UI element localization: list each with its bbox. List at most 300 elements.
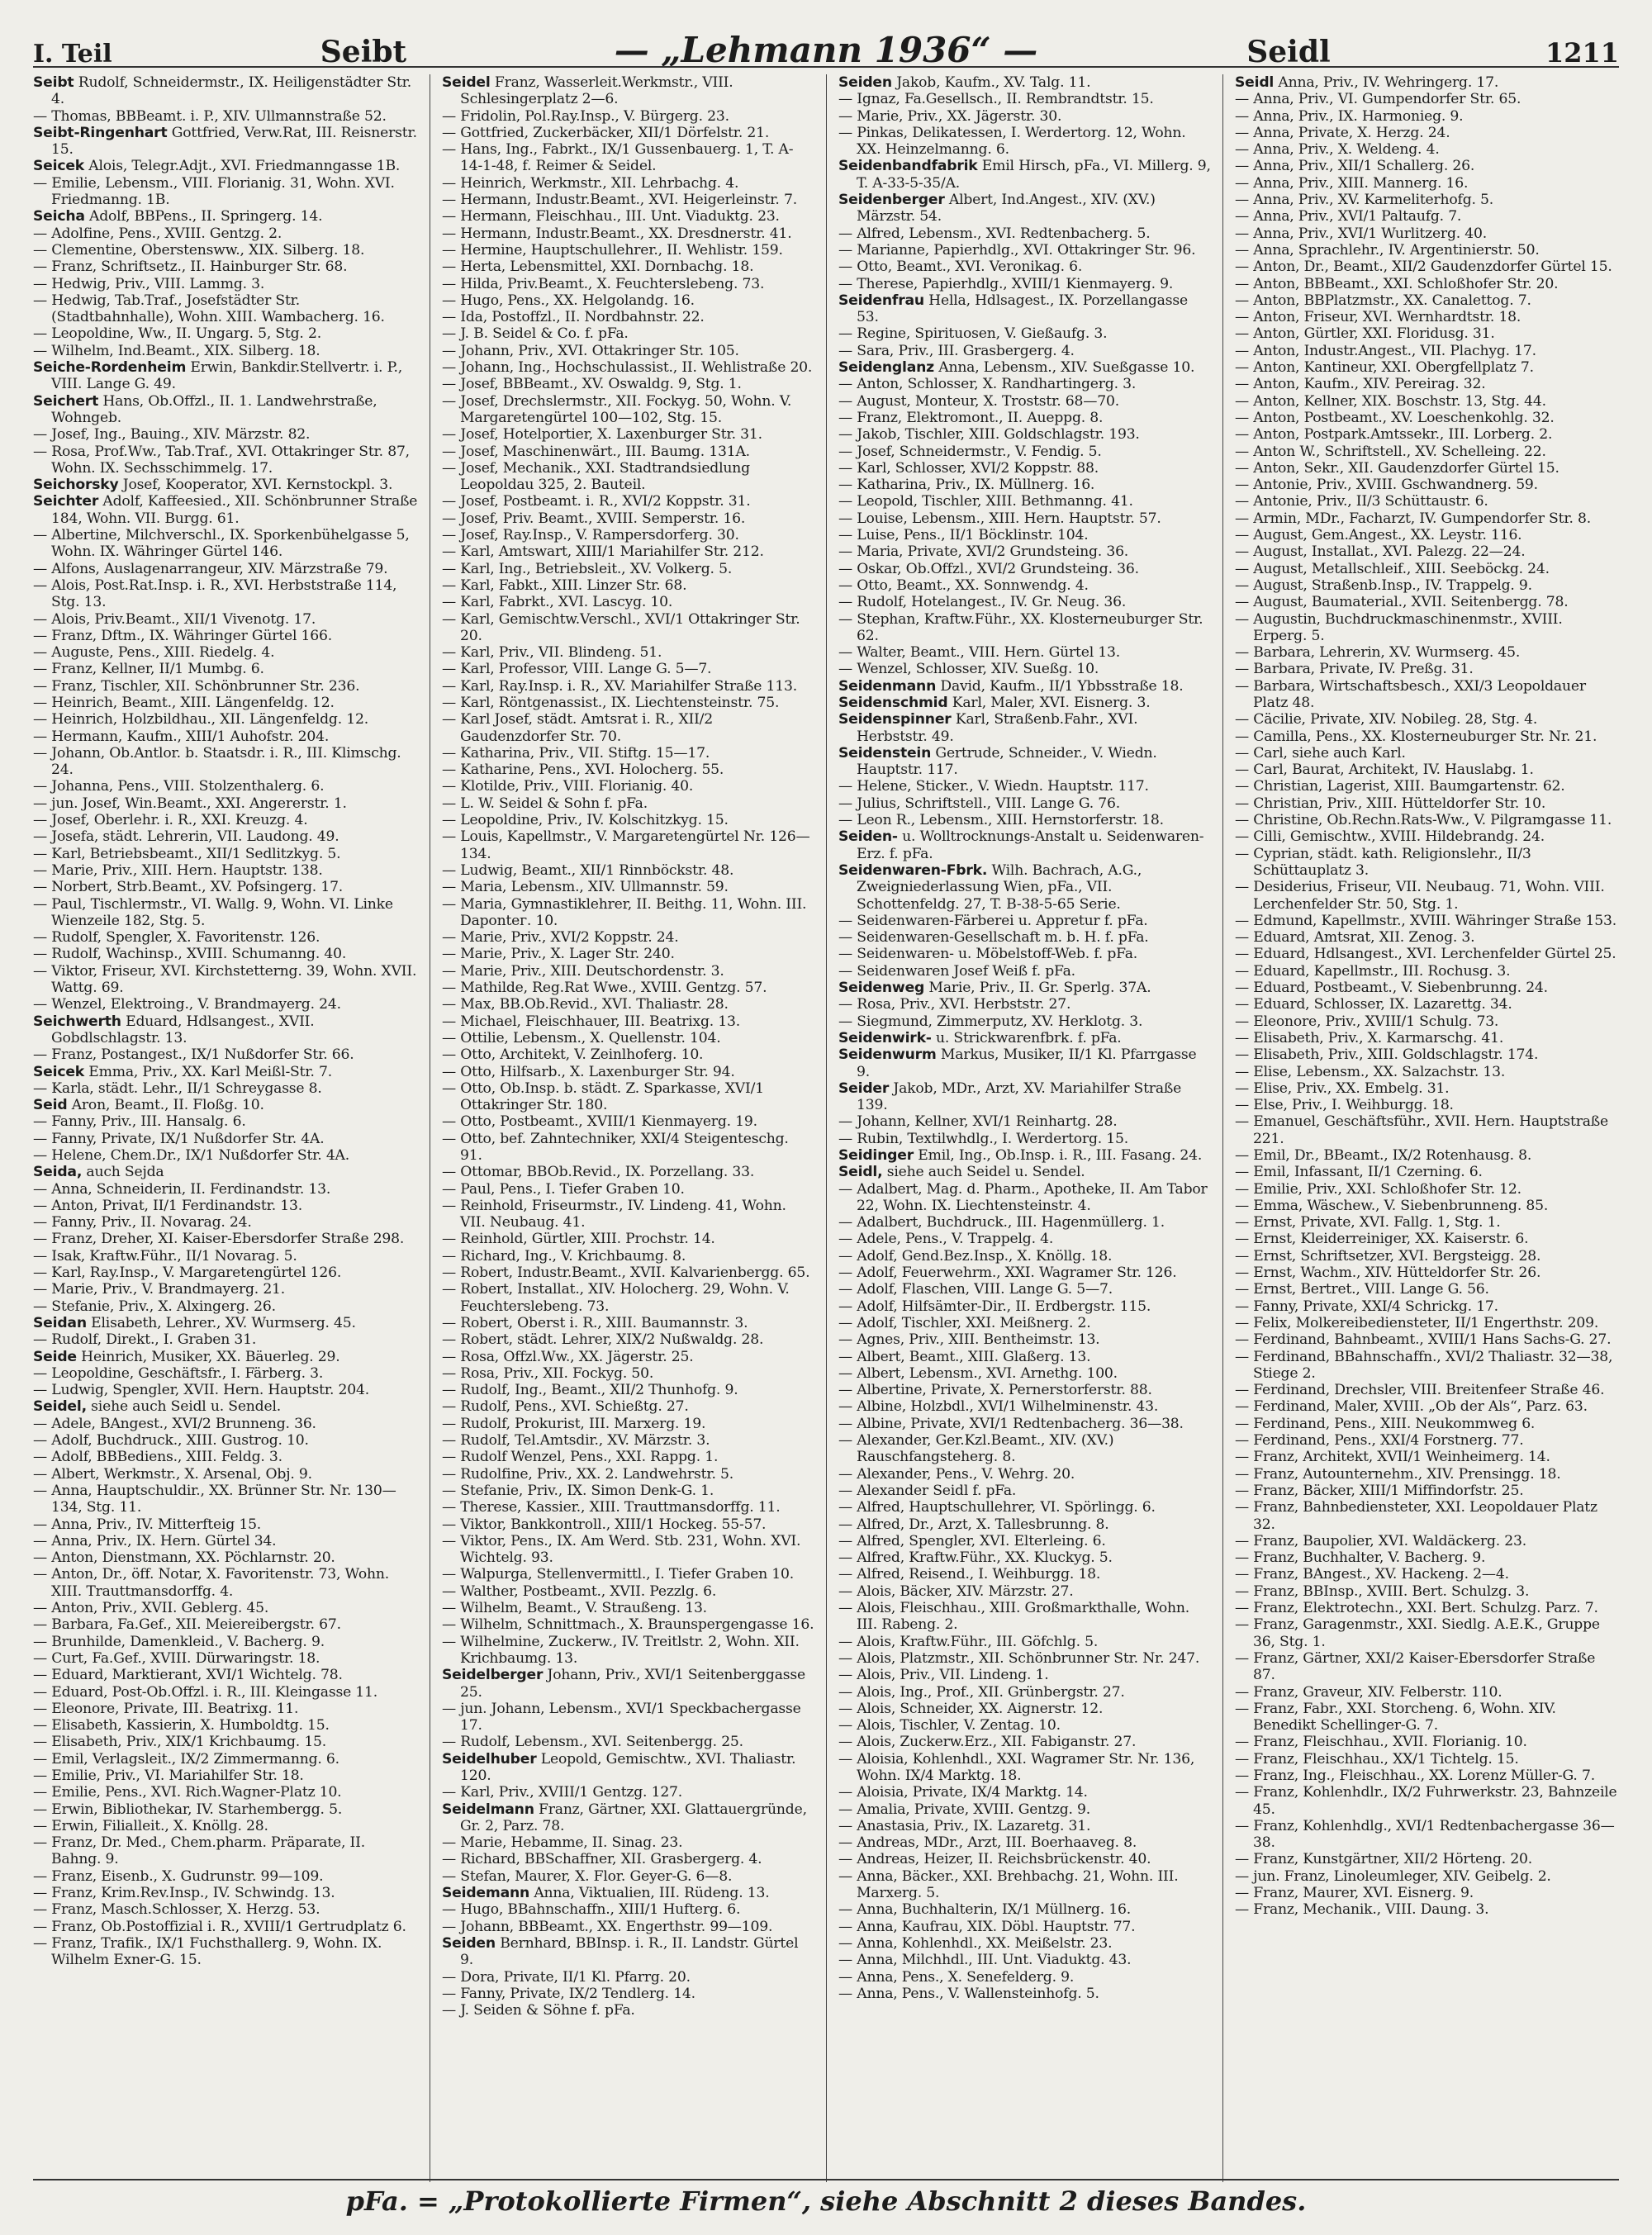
directory-entry: — Adolf, Gend.Bez.Insp., X. Knöllg. 18. <box>838 1247 1113 1265</box>
directory-entry: — Anna, Priv., XVI/1 Paltaufg. 7. <box>1235 208 1462 225</box>
directory-entry: — Andreas, Heizer, II. Reichsbrückenstr. 40. <box>838 1851 1151 1868</box>
directory-entry: — Franz, Schriftsetz., II. Hainburger Str. 68. <box>33 259 348 276</box>
directory-entry: — Cilli, Gemischtw., XVIII. Hildebrandg. 24. <box>1235 828 1545 846</box>
directory-entry: — Leopoldine, Geschäftsfr., I. Färberg. 3. <box>33 1364 324 1382</box>
directory-entry: — Emilie, Priv., XXI. Schloßhofer Str. 12. <box>1235 1180 1521 1198</box>
directory-entry: — Alois, Platzmstr., XII. Schönbrunner Str. Nr. 247. <box>838 1649 1200 1667</box>
directory-entry: — Alexander, Pens., V. Wehrg. 20. <box>838 1465 1075 1483</box>
directory-entry: — Anna, Priv., XVI/1 Wurlitzerg. 40. <box>1235 225 1488 242</box>
directory-entry: — Therese, Kassier., XIII. Trauttmansdorffg. 11. <box>442 1499 781 1516</box>
directory-entry: — Anna, Schneiderin, II. Ferdinandstr. 13. <box>33 1180 331 1198</box>
directory-entry: — Anna, Bäcker., XXI. Brehbachg. 21, Wohn. III. Marxerg. 5. <box>838 1867 1179 1902</box>
directory-entry: — Marie, Priv., XX. Jägerstr. 30. <box>838 107 1062 125</box>
directory-entry: — Walpurga, Stellenvermittl., I. Tiefer Graben 10. <box>442 1566 795 1583</box>
directory-entry: — Emilie, Pens., XVI. Rich.Wagner-Platz 10. <box>33 1784 342 1801</box>
directory-entry: — Adolf, BBBediens., XIII. Feldg. 3. <box>33 1449 282 1466</box>
directory-entry: — Ferdinand, BBahnschaffn., XVI/2 Thaliastr. 32—38, Stiege 2. <box>1235 1348 1613 1382</box>
directory-entry: — Clementine, Oberstensww., XIX. Silberg. 18. <box>33 241 365 259</box>
directory-entry: — Franz, Maurer, XVI. Eisnerg. 9. <box>1235 1885 1474 1902</box>
directory-entry: — Adolfine, Pens., XVIII. Gentzg. 2. <box>33 225 282 242</box>
directory-entry: — Regine, Spirituosen, V. Gießaufg. 3. <box>838 325 1108 343</box>
directory-entry: — Franz, Kellner, II/1 Mumbg. 6. <box>33 661 264 678</box>
directory-entry: — Dora, Private, II/1 Kl. Pfarrg. 20. <box>442 1968 691 1986</box>
directory-entry: — Robert, Installat., XIV. Holocherg. 29, Wohn. V. Feuchterslebeng. 73. <box>442 1281 790 1315</box>
directory-entry: — Alois, Post.Rat.Insp. i. R., XVI. Herbststraße 114, Stg. 13. <box>33 577 397 611</box>
directory-entry: — Elisabeth, Priv., X. Karmarschg. 41. <box>1235 1029 1504 1046</box>
directory-entry: Seidelhuber Leopold, Gemischtw., XVI. Thaliastr. 120. <box>442 1750 796 1784</box>
directory-entry: — Hedwig, Priv., VIII. Lammg. 3. <box>33 275 265 292</box>
directory-entry: — Anna, Pens., V. Wallensteinhofg. 5. <box>838 1985 1099 2002</box>
directory-entry: Seidan Elisabeth, Lehrer., XV. Wurmserg. 45. <box>33 1314 356 1331</box>
directory-entry: — Alfons, Auslagenarrangeur, XIV. Märzstraße 79. <box>33 560 388 577</box>
directory-entry: — Katharina, Priv., VII. Stiftg. 15—17. <box>442 744 710 762</box>
directory-entry: — August, Installat., XVI. Palezg. 22—24. <box>1235 543 1526 561</box>
directory-entry: — Seidenwaren-Gesellschaft m. b. H. f. pFa. <box>838 929 1149 947</box>
directory-entry: — Anton, Postbeamt., XV. Loeschenkohlg. 32. <box>1235 409 1555 426</box>
directory-entry: — Curt, Fa.Gef., XVIII. Dürwaringstr. 18. <box>33 1649 320 1667</box>
directory-entry: Seicek Emma, Priv., XX. Karl Meißl-Str. 7. <box>33 1063 332 1080</box>
directory-entry: — Elisabeth, Priv., XIX/1 Krichbaumg. 15. <box>33 1734 327 1751</box>
directory-entry: — J. Seiden & Söhne f. pFa. <box>442 2002 635 2019</box>
directory-entry: — Eduard, Postbeamt., V. Siebenbrunng. 24. <box>1235 980 1548 997</box>
directory-entry: — Fanny, Priv., II. Novarag. 24. <box>33 1214 252 1231</box>
directory-entry: — Franz, Postangest., IX/1 Nußdorfer Str. 66. <box>33 1046 354 1064</box>
directory-entry: — Rudolf, Pens., XVI. Schießtg. 27. <box>442 1398 689 1416</box>
directory-entry: — Otto, Architekt, V. Zeinlhoferg. 10. <box>442 1046 704 1064</box>
directory-entry: — Alexander, Ger.Kzl.Beamt., XIV. (XV.) Rauschfangsteherg. 8. <box>838 1432 1114 1466</box>
directory-entry: — Otto, Ob.Insp. b. städt. Z. Sparkasse, XVI/1 Ottakringer Str. 180. <box>442 1080 764 1114</box>
directory-entry: — Albert, Beamt., XIII. Glaßerg. 13. <box>838 1348 1091 1365</box>
directory-entry: — Eduard, Amtsrat, XII. Zenog. 3. <box>1235 929 1475 947</box>
directory-entry: — Albert, Werkmstr., X. Arsenal, Obj. 9. <box>33 1465 312 1483</box>
directory-entry: — Rudolf, Prokurist, III. Marxerg. 19. <box>442 1415 706 1432</box>
directory-entry: — Emil, Infassant, II/1 Czerning. 6. <box>1235 1164 1483 1181</box>
directory-entry: — Stephan, Kraftw.Führ., XX. Klosterneuburger Str. 62. <box>838 610 1203 644</box>
directory-entry: — Anton, Kaufm., XIV. Pereirag. 32. <box>1235 376 1486 393</box>
directory-entry: Seiche-Rordenheim Erwin, Bankdir.Stellvertr. i. P., VIII. Lange G. 49. <box>33 359 402 393</box>
directory-entry: — Marie, Priv., XIII. Deutschordenstr. 3. <box>442 962 724 980</box>
directory-entry: Seidinger Emil, Ing., Ob.Insp. i. R., III. Fasang. 24. <box>838 1147 1203 1164</box>
directory-entry: — Franz, Kunstgärtner, XII/2 Hörteng. 20. <box>1235 1851 1533 1868</box>
directory-entry: — Seidenwaren-Färberei u. Appretur f. pFa. <box>838 912 1148 929</box>
directory-entry: — Herta, Lebensmittel, XXI. Dornbachg. 18. <box>442 259 754 276</box>
directory-entry: — Leopoldine, Priv., IV. Kolschitzkyg. 15. <box>442 812 729 829</box>
directory-entry: — Elise, Lebensm., XX. Salzachstr. 13. <box>1235 1063 1506 1080</box>
directory-entry: — Christian, Priv., XIII. Hütteldorfer Str. 10. <box>1235 795 1546 812</box>
directory-entry: — Karla, städt. Lehr., II/1 Schreygasse 8. <box>33 1080 322 1097</box>
directory-entry: — Josef, Priv. Beamt., XVIII. Semperstr. 16. <box>442 510 746 527</box>
directory-entry: — Karl, Ray.Insp. i. R., XV. Mariahilfer Straße 113. <box>442 677 797 695</box>
directory-entry: — Robert, städt. Lehrer, XIX/2 Nußwaldg. 28. <box>442 1331 764 1349</box>
directory-entry: — Ernst, Private, XVI. Fallg. 1, Stg. 1. <box>1235 1214 1501 1231</box>
directory-entry: — Ernst, Wachm., XIV. Hütteldorfer Str. 26. <box>1235 1265 1541 1282</box>
directory-entry: — Rudolf, Spengler, X. Favoritenstr. 126. <box>33 929 320 947</box>
directory-entry: — Alois, Priv., VII. Lindeng. 1. <box>838 1667 1049 1684</box>
column-3 <box>826 74 1222 2182</box>
directory-entry: — Josef, Drechslermstr., XII. Fockyg. 50, Wohn. V. Margaretengürtel 100—102, Stg. 15. <box>442 392 792 426</box>
directory-entry: Seidl, siehe auch Seidel u. Sendel. <box>838 1164 1085 1181</box>
directory-entry: — Stefanie, Priv., X. Alxingerg. 26. <box>33 1298 276 1315</box>
directory-entry: — Rosa, Priv., XVI. Herbststr. 27. <box>838 996 1071 1013</box>
directory-entry: — Edmund, Kapellmstr., XVIII. Währinger Straße 153. <box>1235 912 1616 929</box>
directory-entry: — Helene, Sticker., V. Wiedn. Hauptstr. 117. <box>838 778 1149 795</box>
directory-entry: — Karl, Röntgenassist., IX. Liechtensteinstr. 75. <box>442 694 780 711</box>
directory-entry: — Rudolf, Hotelangest., IV. Gr. Neug. 36. <box>838 594 1127 611</box>
directory-entry: — Karl Josef, städt. Amtsrat i. R., XII/2 Gaudenzdorfer Str. 70. <box>442 711 713 745</box>
directory-entry: — Adolf, Tischler, XXI. Meißnerg. 2. <box>838 1314 1091 1331</box>
footer-note: pFa. = „Protokollierte Firmen“, siehe Abschnitt 2 dieses Bandes. <box>33 2179 1619 2217</box>
directory-entry: — Karl, Betriebsbeamt., XII/1 Sedlitzkyg. 5. <box>33 845 341 862</box>
directory-entry: — Alois, Ing., Prof., XII. Grünbergstr. 27. <box>838 1683 1125 1701</box>
directory-entry: — Anna, Priv., XV. Karmeliterhofg. 5. <box>1235 192 1494 209</box>
directory-entry: — Anastasia, Priv., IX. Lazaretg. 31. <box>838 1817 1091 1834</box>
directory-entry: — Cyprian, städt. kath. Religionslehr., II/3 Schüttauplatz 3. <box>1235 845 1531 879</box>
directory-entry: — Anna, Sprachlehr., IV. Argentinierstr. 50. <box>1235 241 1540 259</box>
directory-entry: — Gottfried, Zuckerbäcker, XII/1 Dörfelstr. 21. <box>442 124 770 141</box>
directory-entry: — Barbara, Wirtschaftsbesch., XXI/3 Leopoldauer Platz 48. <box>1235 677 1586 711</box>
directory-entry: — Franz, BBInsp., XVIII. Bert. Schulzg. 3. <box>1235 1583 1530 1600</box>
directory-entry: — Anton, Postpark.Amtssekr., III. Lorberg. 2. <box>1235 426 1553 444</box>
directory-entry: — Franz, Architekt, XVII/1 Weinheimerg. 14. <box>1235 1449 1550 1466</box>
directory-entry: Seidenmann David, Kaufm., II/1 Ybbsstraße 18. <box>838 677 1184 695</box>
directory-entry: Seiden Jakob, Kaufm., XV. Talg. 11. <box>838 74 1091 91</box>
directory-entry: — Emilie, Lebensm., VIII. Florianig. 31, Wohn. XVI. Friedmanng. 1B. <box>33 174 395 209</box>
directory-entry: — Anton, Dienstmann, XX. Pöchlarnstr. 20. <box>33 1549 335 1567</box>
directory-entry: — Anna, Pens., X. Senefelderg. 9. <box>838 1968 1075 1986</box>
directory-entry: — Franz, Ob.Postoffizial i. R., XVIII/1 Gertrudplatz 6. <box>33 1918 406 1935</box>
directory-entry: Seidl Anna, Priv., IV. Wehringerg. 17. <box>1235 74 1499 91</box>
directory-entry: — Anton, Industr.Angest., VII. Plachyg. 17. <box>1235 342 1536 359</box>
directory-entry: — Ottilie, Lebensm., X. Quellenstr. 104. <box>442 1029 721 1046</box>
directory-entry: — Thomas, BBBeamt. i. P., XIV. Ullmannstraße 52. <box>33 107 387 125</box>
directory-entry: — Aloisia, Kohlenhdl., XXI. Wagramer Str. Nr. 136, Wohn. IX/4 Marktg. 18. <box>838 1750 1195 1784</box>
directory-entry: — Franz, Trafik., IX/1 Fuchsthallerg. 9, Wohn. IX. Wilhelm Exner-G. 15. <box>33 1934 382 1969</box>
directory-entry: — Anton, Kantineur, XXI. Obergfellplatz 7. <box>1235 359 1534 377</box>
directory-entry: — Rudolfine, Priv., XX. 2. Landwehrstr. 5. <box>442 1465 734 1483</box>
directory-entry: — Carl, Baurat, Architekt, IV. Hauslabg. 1. <box>1235 762 1534 779</box>
directory-entry: — Franz, Krim.Rev.Insp., IV. Schwindg. 13. <box>33 1885 335 1902</box>
directory-entry: — Katharina, Priv., IX. Müllnerg. 16. <box>838 477 1095 494</box>
directory-entry: — Brunhilde, Damenkleid., V. Bacherg. 9. <box>33 1633 325 1650</box>
directory-entry: — Stefan, Maurer, X. Flor. Geyer-G. 6—8. <box>442 1867 733 1885</box>
directory-entry: — Ludwig, Spengler, XVII. Hern. Hauptstr. 204. <box>33 1382 370 1399</box>
directory-entry: — Maria, Gymnastiklehrer, II. Beithg. 11, Wohn. III. Dapontег. 10. <box>442 895 807 929</box>
directory-entry: — Josef, BBBeamt., XV. Oswaldg. 9, Stg. 1. <box>442 376 742 393</box>
directory-entry: — Viktor, Bankkontroll., XIII/1 Hockeg. 55-57. <box>442 1516 767 1533</box>
directory-entry: — Karl, Priv., VII. Blindeng. 51. <box>442 644 662 662</box>
directory-entry: — Johann, Ing., Hochschulassist., II. Wehlistraße 20. <box>442 359 813 377</box>
directory-entry: — L. W. Seidel & Sohn f. pFa. <box>442 795 648 812</box>
directory-entry: — Leon R., Lebensm., XIII. Hernstorferstr. 18. <box>838 812 1164 829</box>
directory-entry: — Seidenwaren Josef Weiß f. pFa. <box>838 962 1075 980</box>
directory-entry: — Viktor, Friseur, XVI. Kirchstetterng. 39, Wohn. XVII. Wattg. 69. <box>33 962 417 997</box>
directory-entry: — Eduard, Schlosser, IX. Lazarettg. 34. <box>1235 996 1512 1013</box>
directory-entry: Seidenspinner Karl, Straßenb.Fahr., XVI. Herbststr. 49. <box>838 711 1138 745</box>
directory-entry: — Emil, Verlagsleit., IX/2 Zimmermanng. 6. <box>33 1750 339 1768</box>
directory-entry: — Marie, Hebamme, II. Sinag. 23. <box>442 1834 683 1852</box>
directory-entry: — Eduard, Post-Ob.Offzl. i. R., III. Kleingasse 11. <box>33 1683 378 1701</box>
directory-entry: — Paul, Tischlermstr., VI. Wallg. 9, Wohn. VI. Linke Wienzeile 182, Stg. 5. <box>33 895 393 929</box>
directory-entry: — Alfred, Kraftw.Führ., XX. Kluckyg. 5. <box>838 1549 1113 1567</box>
directory-entry: — Josef, Maschinenwärt., III. Baumg. 131A. <box>442 443 750 460</box>
directory-entry: — Josef, Postbeamt. i. R., XVI/2 Koppstr. 31. <box>442 493 751 510</box>
directory-entry: — Alois, Zuckerw.Erz., XII. Fabiganstr. 27. <box>838 1734 1137 1751</box>
directory-entry: — Elisabeth, Priv., XIII. Goldschlagstr. 174. <box>1235 1046 1539 1064</box>
directory-entry: — Karl, Schlosser, XVI/2 Koppstr. 88. <box>838 459 1099 477</box>
directory-entry: — Adalbert, Buchdruck., III. Hagenmüllerg. 1. <box>838 1214 1165 1231</box>
directory-entry: — Anton W., Schriftstell., XV. Schelleing. 22. <box>1235 443 1546 460</box>
directory-entry: — Anna, Priv., IX. Harmonieg. 9. <box>1235 107 1464 125</box>
directory-entry: — Johann, BBBeamt., XX. Engerthstr. 99—109. <box>442 1918 773 1935</box>
directory-entry: — Emma, Wäschew., V. Siebenbrunneng. 85. <box>1235 1197 1549 1214</box>
directory-entry: Seidenglanz Anna, Lebensm., XIV. Sueßgasse 10. <box>838 359 1195 377</box>
part-label: I. Teil <box>33 40 112 69</box>
directory-entry: — August, Baumaterial., XVII. Seitenbergg. 78. <box>1235 594 1569 611</box>
directory-entry: — Ernst, Kleiderreiniger, XX. Kaiserstr. 6. <box>1235 1231 1529 1248</box>
directory-entry: — Hans, Ing., Fabrkt., IX/1 Gussenbauerg. 1, T. A-14-1-48, f. Reimer & Seidel. <box>442 141 794 175</box>
directory-entry: — Anna, Priv., XIII. Mannerg. 16. <box>1235 174 1469 192</box>
directory-entry: — Cäcilie, Private, XIV. Nobileg. 28, Stg. 4. <box>1235 711 1538 728</box>
directory-entry: — Adolf, Feuerwehrm., XXI. Wagramer Str. 126. <box>838 1265 1177 1282</box>
directory-entry: — Hermann, Industr.Beamt., XX. Dresdnerstr. 41. <box>442 225 792 242</box>
directory-entry: — Franz, Gärtner, XXI/2 Kaiser-Ebersdorfer Straße 87. <box>1235 1649 1596 1684</box>
directory-entry: — Maria, Private, XVI/2 Grundsteing. 36. <box>838 543 1129 561</box>
directory-entry: — Alois, Kraftw.Führ., III. Göfchlg. 5. <box>838 1633 1099 1650</box>
directory-entry: Seicek Alois, Telegr.Adjt., XVI. Friedmanngasse 1B. <box>33 158 401 175</box>
directory-entry: — Robert, Oberst i. R., XIII. Baumannstr. 3. <box>442 1314 748 1331</box>
directory-entry: — Camilla, Pens., XX. Klosterneuburger Str. Nr. 21. <box>1235 728 1597 745</box>
directory-entry: — Eduard, Hdlsangest., XVI. Lerchenfelder Gürtel 25. <box>1235 946 1616 963</box>
directory-entry: — Walther, Postbeamt., XVII. Pezzlg. 6. <box>442 1583 717 1600</box>
entry-columns <box>33 74 1619 2182</box>
directory-entry: — Albertine, Milchverschl., IX. Sporkenbühelgasse 5, Wohn. IX. Währinger Gürtel 146. <box>33 527 410 561</box>
directory-entry: — Ernst, Schriftsetzer, XVI. Bergsteigg. 28. <box>1235 1247 1541 1265</box>
directory-entry: — Franz, Fabr., XXI. Storcheng. 6, Wohn. XIV. Benedikt Schellinger-G. 7. <box>1235 1700 1556 1734</box>
directory-entry: — Franz, Dftm., IX. Währinger Gürtel 166. <box>33 627 333 644</box>
directory-entry: — Franz, Dreher, XI. Kaiser-Ebersdorfer Straße 298. <box>33 1231 405 1248</box>
directory-entry: Seichter Adolf, Kaffeesied., XII. Schönbrunner Straße 184, Wohn. VII. Burgg. 61. <box>33 493 418 527</box>
directory-entry: — jun. Johann, Lebensm., XVI/1 Speckbachergasse 17. <box>442 1700 801 1734</box>
directory-entry: — Eleonore, Private, III. Beatrixg. 11. <box>33 1700 299 1717</box>
directory-entry: — Rubin, Textilwhdlg., I. Werdertorg. 15. <box>838 1130 1129 1147</box>
directory-entry: — Karl, Amtswart, XIII/1 Mariahilfer Str. 212. <box>442 543 764 561</box>
directory-entry: — Fridolin, Pol.Ray.Insp., V. Bürgerg. 23. <box>442 107 729 125</box>
directory-entry: — Heinrich, Werkmstr., XII. Lehrbachg. 4. <box>442 174 739 192</box>
directory-entry: — Marie, Priv., X. Lager Str. 240. <box>442 946 675 963</box>
directory-entry: — Klotilde, Priv., VIII. Florianig. 40. <box>442 778 694 795</box>
directory-entry: — Josef, Ray.Insp., V. Rampersdorferg. 30. <box>442 527 739 544</box>
directory-entry: — Desiderius, Friseur, VII. Neubaug. 71, Wohn. VIII. Lerchenfelder Str. 50, Stg. 1. <box>1235 879 1605 913</box>
directory-entry: — Ferdinand, Pens., XXI/4 Forstnerg. 77. <box>1235 1432 1524 1450</box>
directory-entry: Seider Jakob, MDr., Arzt, XV. Mariahilfer Straße 139. <box>838 1080 1182 1114</box>
directory-entry: Seibt Rudolf, Schneidermstr., IX. Heiligenstädter Str. 4. <box>33 74 412 108</box>
directory-entry: — Robert, Industr.Beamt., XVII. Kalvarienbergg. 65. <box>442 1265 810 1282</box>
directory-entry: — Ernst, Bertret., VIII. Lange G. 56. <box>1235 1281 1489 1298</box>
directory-entry: — Ida, Postoffzl., II. Nordbahnstr. 22. <box>442 309 705 326</box>
directory-entry: — J. B. Seidel & Co. f. pFa. <box>442 325 629 343</box>
directory-entry: — Josef, Ing., Bauing., XIV. Märzstr. 82. <box>33 426 311 444</box>
directory-entry: — Anton, Kellner, XIX. Boschstr. 13, Stg. 44. <box>1235 392 1546 410</box>
directory-entry: — Adalbert, Mag. d. Pharm., Apotheke, II. Am Tabor 22, Wohn. IX. Liechtensteinstr. 4. <box>838 1180 1208 1214</box>
directory-entry: — Christian, Lagerist, XIII. Baumgartenstr. 62. <box>1235 778 1565 795</box>
directory-entry: — Walter, Beamt., VIII. Hern. Gürtel 13. <box>838 644 1121 662</box>
directory-entry: — Wenzel, Schlosser, XIV. Sueßg. 10. <box>838 661 1099 678</box>
directory-entry: — Michael, Fleischhauer, III. Beatrixg. 13. <box>442 1013 741 1030</box>
directory-entry: Seidenschmid Karl, Maler, XVI. Eisnerg. 3. <box>838 694 1151 711</box>
directory-entry: — August, Metallschleif., XIII. Seeböckg. 24. <box>1235 560 1550 577</box>
directory-entry: Seiden- u. Wolltrocknungs-Anstalt u. Seidenwaren-Erz. f. pFa. <box>838 828 1204 862</box>
directory-entry: — Sara, Priv., III. Grasbergerg. 4. <box>838 342 1075 359</box>
page-header <box>33 30 1619 68</box>
directory-entry: — Luise, Pens., II/1 Böcklinstr. 104. <box>838 527 1089 544</box>
directory-entry: — Johann, Priv., XVI. Ottakringer Str. 105. <box>442 342 739 359</box>
directory-entry: — Amalia, Private, XVIII. Gentzg. 9. <box>838 1801 1091 1818</box>
directory-entry: Seichorsky Josef, Kooperator, XVI. Kernstockpl. 3. <box>33 477 393 494</box>
directory-entry: — Josef, Oberlehr. i. R., XXI. Kreuzg. 4. <box>33 812 308 829</box>
directory-entry: — Josef, Hotelportier, X. Laxenburger Str. 31. <box>442 426 762 444</box>
directory-entry: — Elisabeth, Kassierin, X. Humboldtg. 15. <box>33 1717 330 1734</box>
directory-entry: — Louis, Kapellmstr., V. Margaretengürtel Nr. 126—134. <box>442 828 810 862</box>
directory-entry: — Wilhelmine, Zuckerw., IV. Treitlstr. 2, Wohn. XII. Krichbaumg. 13. <box>442 1633 800 1667</box>
directory-entry: — Agnes, Priv., XIII. Bentheimstr. 13. <box>838 1331 1100 1349</box>
directory-entry: — Viktor, Pens., IX. Am Werd. Stb. 231, Wohn. XVI. Wichtelg. 93. <box>442 1532 801 1567</box>
directory-entry: — Josef, Mechanik., XXI. Stadtrandsiedlung Leopoldau 325, 2. Bauteil. <box>442 459 750 494</box>
directory-entry: — Aloisia, Private, IX/4 Marktg. 14. <box>838 1784 1088 1801</box>
directory-entry: — Alexander Seidl f. pFa. <box>838 1482 1017 1499</box>
directory-entry: — Erwin, Filialleit., X. Knöllg. 28. <box>33 1817 268 1834</box>
directory-entry: — Alois, Schneider, XX. Aignerstr. 12. <box>838 1700 1104 1717</box>
directory-entry: — Alfred, Hauptschullehrer, VI. Spörlingg. 6. <box>838 1499 1156 1516</box>
directory-entry: — Marie, Priv., XIII. Hern. Hauptstr. 138. <box>33 861 323 879</box>
directory-entry: — Franz, Kohlenhdlg., XVI/1 Redtenbachergasse 36—38. <box>1235 1817 1615 1852</box>
left-running-head: Seibt <box>320 35 407 69</box>
directory-entry: — Franz, Tischler, XII. Schönbrunner Str. 236. <box>33 677 360 695</box>
directory-entry: — Wilhelm, Beamt., V. Straußeng. 13. <box>442 1600 707 1617</box>
directory-entry: — Oskar, Ob.Offzl., XVI/2 Grundsteing. 36. <box>838 560 1139 577</box>
directory-entry: — Karl, Ray.Insp., V. Margaretengürtel 126. <box>33 1265 342 1282</box>
directory-entry: — Pinkas, Delikatessen, I. Werdertorg. 12, Wohn. XX. Heinzelmanng. 6. <box>838 124 1186 159</box>
directory-entry: Seiden Bernhard, BBInsp. i. R., II. Landstr. Gürtel 9. <box>442 1934 799 1969</box>
directory-entry: — Fanny, Private, IX/2 Tendlerg. 14. <box>442 1985 695 2002</box>
directory-entry: — Rosa, Prof.Ww., Tab.Traf., XVI. Ottakringer Str. 87, Wohn. IX. Sechsschimmelg. 17. <box>33 443 410 477</box>
directory-entry: Seibt-Ringenhart Gottfried, Verw.Rat, III. Reisnerstr. 15. <box>33 124 417 159</box>
directory-entry: — Mathilde, Reg.Rat Wwe., XVIII. Gentzg. 57. <box>442 980 767 997</box>
directory-entry: — Leopoldine, Ww., II. Ungarg. 5, Stg. 2. <box>33 325 321 343</box>
directory-entry: — Rudolf, Direkt., I. Graben 31. <box>33 1331 257 1349</box>
directory-entry: Seidenbandfabrik Emil Hirsch, pFa., VI. Millerg. 9, T. A-33-5-35/A. <box>838 158 1211 192</box>
directory-entry: — Ferdinand, Maler, XVIII. „Ob der Als“, Parz. 63. <box>1235 1398 1588 1416</box>
directory-entry: — Fanny, Priv., III. Hansalg. 6. <box>33 1113 246 1131</box>
directory-entry: Seidelmann Franz, Gärtner, XXI. Glattauergründe, Gr. 2, Parz. 78. <box>442 1801 807 1834</box>
page-number: 1211 <box>1545 37 1619 69</box>
directory-entry: — jun. Franz, Linoleumleger, XIV. Geibelg. 2. <box>1235 1867 1551 1885</box>
directory-entry: Seidenwurm Markus, Musiker, II/1 Kl. Pfarrgasse 9. <box>838 1046 1197 1080</box>
directory-entry: — Stefanie, Priv., IX. Simon Denk-G. 1. <box>442 1482 714 1499</box>
directory-entry: — Auguste, Pens., XIII. Riedelg. 4. <box>33 644 275 662</box>
directory-entry: — Alois, Bäcker, XIV. Märzstr. 27. <box>838 1583 1074 1600</box>
directory-entry: — Barbara, Lehrerin, XV. Wurmserg. 45. <box>1235 644 1521 662</box>
directory-entry: — Julius, Schriftstell., VIII. Lange G. 76. <box>838 795 1121 812</box>
directory-entry: — Otto, Hilfsarb., X. Laxenburger Str. 94. <box>442 1063 735 1080</box>
directory-entry: — Richard, Ing., V. Krichbaumg. 8. <box>442 1247 686 1265</box>
directory-entry: — Leopold, Tischler, XIII. Bethmanng. 41. <box>838 493 1133 510</box>
directory-entry: — August, Monteur, X. Troststr. 68—70. <box>838 392 1119 410</box>
directory-entry: Seidel Franz, Wasserleit.Werkmstr., VIII. Schlesingerplatz 2—6. <box>442 74 733 108</box>
directory-entry: — Albert, Lebensm., XVI. Arnethg. 100. <box>838 1364 1118 1382</box>
directory-entry: — Anna, Priv., IV. Mitterfteig 15. <box>33 1516 262 1533</box>
directory-entry: — Rosa, Offzl.Ww., XX. Jägerstr. 25. <box>442 1348 694 1365</box>
directory-entry: — Anton, Dr., Beamt., XII/2 Gaudenzdorfer Gürtel 15. <box>1235 259 1612 276</box>
directory-entry: — Anton, Friseur, XVI. Wernhardtstr. 18. <box>1235 309 1521 326</box>
directory-entry: Seide Heinrich, Musiker, XX. Bäuerleg. 29. <box>33 1348 340 1365</box>
directory-entry: — Anna, Priv., X. Weldeng. 4. <box>1235 141 1440 159</box>
directory-entry: — Augustin, Buchdruckmaschinenmstr., XVIII. Erperg. 5. <box>1235 610 1563 644</box>
directory-entry: — Anton, Sekr., XII. Gaudenzdorfer Gürtel 15. <box>1235 459 1559 477</box>
directory-entry: — jun. Josef, Win.Beamt., XXI. Angererstr. 1. <box>33 795 347 812</box>
directory-entry: — August, Straßenb.Insp., IV. Trappelg. 9. <box>1235 577 1532 594</box>
directory-entry: Seidenstein Gertrude, Schneider., V. Wiedn. Hauptstr. 117. <box>838 744 1157 779</box>
directory-entry: — Johann, Kellner, XVI/1 Reinhartg. 28. <box>838 1113 1118 1131</box>
directory-entry: — Anton, BBPlatzmstr., XX. Canalettog. 7. <box>1235 292 1531 309</box>
directory-entry: — Anna, Priv., IX. Hern. Gürtel 34. <box>33 1532 277 1549</box>
directory-entry: — Albertine, Private, X. Pernerstorferstr. 88. <box>838 1382 1152 1399</box>
directory-entry: — Ludwig, Beamt., XII/1 Rinnböckstr. 48. <box>442 861 734 879</box>
directory-entry: — Franz, Fleischhau., XVII. Florianig. 10. <box>1235 1734 1527 1751</box>
directory-entry: — Rosa, Priv., XII. Fockyg. 50. <box>442 1364 654 1382</box>
page-title: — „Lehmann 1936“ — <box>614 30 1038 70</box>
directory-entry: — Franz, Elektromont., II. Aueppg. 8. <box>838 409 1104 426</box>
directory-entry: — Franz, Baupolier, XVI. Waldäckerg. 23. <box>1235 1532 1527 1549</box>
directory-entry: — Johanna, Pens., VIII. Stolzenthalerg. 6. <box>33 778 325 795</box>
directory-entry: — Franz, Elektrotechn., XXI. Bert. Schulzg. Parz. 7. <box>1235 1600 1598 1617</box>
directory-entry: — Heinrich, Holzbildhau., XII. Längenfeldg. 12. <box>33 711 368 728</box>
directory-entry: — Franz, Kohlenhdlr., IX/2 Fuhrwerkstr. 23, Bahnzeile 45. <box>1235 1784 1617 1818</box>
directory-entry: — Felix, Molkereibediensteter, II/1 Engerthstr. 209. <box>1235 1314 1599 1331</box>
directory-entry: — Franz, Autounternehm., XIV. Prensingg. 18. <box>1235 1465 1561 1483</box>
directory-entry: — Otto, Postbeamt., XVIII/1 Kienmayerg. 19. <box>442 1113 757 1131</box>
directory-entry: — Adolf, Hilfsämter-Dir., II. Erdbergstr. 115. <box>838 1298 1151 1315</box>
directory-entry: — Franz, Mechanik., VIII. Daung. 3. <box>1235 1901 1489 1919</box>
directory-entry: — Hermann, Fleischhau., III. Unt. Viaduktg. 23. <box>442 208 780 225</box>
column-1 <box>33 74 430 2182</box>
directory-entry: — Anna, Kohlenhdl., XX. Meißelstr. 23. <box>838 1934 1113 1952</box>
directory-entry: Seichwerth Eduard, Hdlsangest., XVII. Gobdlschlagstr. 13. <box>33 1013 315 1046</box>
directory-entry: — Armin, MDr., Facharzt, IV. Gumpendorfer Str. 8. <box>1235 510 1591 527</box>
directory-entry: — Franz, Graveur, XIV. Felberstr. 110. <box>1235 1683 1502 1701</box>
directory-entry: — Ferdinand, Bahnbeamt., XVIII/1 Hans Sachs-G. 27. <box>1235 1331 1612 1349</box>
directory-entry: — Reinhold, Friseurmstr., IV. Lindeng. 41, Wohn. VII. Neubaug. 41. <box>442 1197 786 1231</box>
directory-entry: — Franz, Fleischhau., XX/1 Tichtelg. 15. <box>1235 1750 1519 1768</box>
directory-entry: — Hilda, Priv.Beamt., X. Feuchterslebeng. 73. <box>442 275 765 292</box>
directory-entry: — Anna, Kaufrau, XIX. Döbl. Hauptstr. 77. <box>838 1918 1136 1935</box>
directory-entry: — Anna, Buchhalterin, IX/1 Müllnerg. 16. <box>838 1901 1131 1919</box>
directory-entry: — Wilhelm, Schnittmach., X. Braunspergengasse 16. <box>442 1616 814 1634</box>
directory-entry: — Andreas, MDr., Arzt, III. Boerhaaveg. 8. <box>838 1834 1137 1852</box>
directory-entry: — Franz, Garagenmstr., XXI. Siedlg. A.E.K., Gruppe 36, Stg. 1. <box>1235 1616 1600 1650</box>
directory-entry: — Therese, Papierhdlg., XVIII/1 Kienmayerg. 9. <box>838 275 1174 292</box>
directory-entry: — Alfred, Dr., Arzt, X. Tallesbrunng. 8. <box>838 1516 1109 1533</box>
directory-entry: — Adele, BAngest., XVI/2 Brunneng. 36. <box>33 1415 316 1432</box>
directory-entry: — Erwin, Bibliothekar, IV. Starhembergg. 5. <box>33 1801 343 1818</box>
directory-entry: — Louise, Lebensm., XIII. Hern. Hauptstr. 57. <box>838 510 1161 527</box>
directory-entry: — Fanny, Private, IX/1 Nußdorfer Str. 4A. <box>33 1130 325 1147</box>
directory-entry: — Franz, Buchhalter, V. Bacherg. 9. <box>1235 1549 1486 1567</box>
directory-entry: — Adolf, Flaschen, VIII. Lange G. 5—7. <box>838 1281 1113 1298</box>
directory-entry: — Marie, Priv., XVI/2 Koppstr. 24. <box>442 929 679 947</box>
directory-entry: — Rudolf, Tel.Amtsdir., XV. Märzstr. 3. <box>442 1432 710 1450</box>
directory-entry: — Albine, Holzbdl., XVI/1 Wilhelminenstr. 43. <box>838 1398 1159 1416</box>
directory-entry: — August, Gem.Angest., XX. Leystr. 116. <box>1235 527 1522 544</box>
